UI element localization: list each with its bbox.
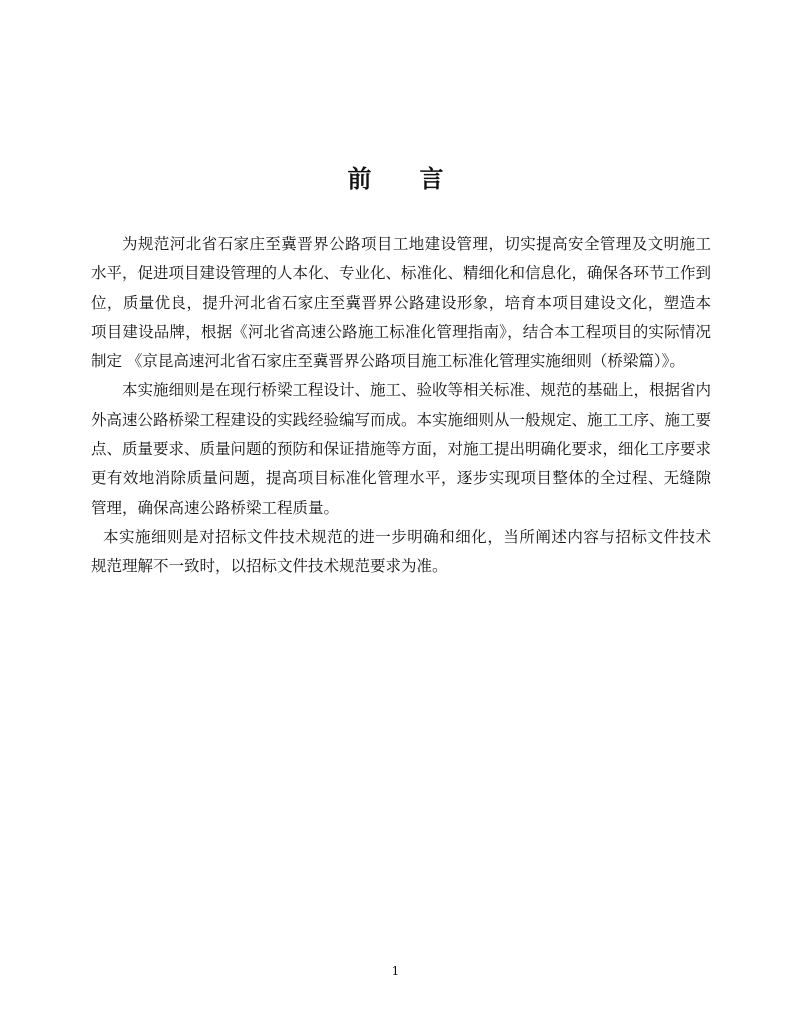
paragraph-line: 为规范河北省石家庄至冀晋界公路项目工地建设管理，切实提高安全管理及文明施工 xyxy=(122,235,711,253)
paragraph-line: 外高速公路桥梁工程建设的实践经验编写而成。本实施细则从一般规定、施工工序、施工要 xyxy=(91,410,711,429)
paragraph-line: 点、质量要求、质量问题的预防和保证措施等方面，对施工提出明确化要求，细化工序要求 xyxy=(91,440,711,459)
page-number: 1 xyxy=(391,964,400,978)
paragraph-line: 管理，确保高速公路桥梁工程质量。 xyxy=(91,498,340,517)
paragraph-line: 本实施细则是在现行桥梁工程设计、施工、验收等相关标准、规范的基础上，根据省内 xyxy=(122,381,711,400)
paragraph-line: 规范理解不一致时，以招标文件技术规范要求为准。 xyxy=(91,557,448,576)
paragraph-line: 更有效地消除质量问题，提高项目标准化管理水平，逐步实现项目整体的全过程、无缝隙 xyxy=(91,469,711,488)
paragraph-3 xyxy=(91,523,711,582)
paragraph-1 xyxy=(91,230,711,376)
paragraph-line: 位，质量优良，提升河北省石家庄至冀晋界公路建设形象，培育本项目建设文化，塑造本 xyxy=(91,293,711,312)
paragraph-line: 本实施细则是对招标文件技术规范的进一步明确和细化，当所阐述内容与招标文件技术 xyxy=(103,527,711,546)
paragraph-line: 水平，促进项目建设管理的人本化、专业化、标准化、精细化和信息化，确保各环节工作到 xyxy=(91,264,711,283)
title-char-1: 前 xyxy=(347,165,372,193)
paragraph-2 xyxy=(91,376,711,522)
paragraph-line: 项目建设品牌，根据《河北省高速公路施工标准化管理指南》，结合本工程项目的实际情况 xyxy=(91,322,711,341)
paragraph-line: 制定 《京昆高速河北省石家庄至冀晋界公路项目施工标准化管理实施细则（桥梁篇）》。 xyxy=(91,352,685,371)
page-title xyxy=(0,163,791,195)
preface-body xyxy=(91,230,711,582)
title-char-2: 言 xyxy=(419,165,444,193)
